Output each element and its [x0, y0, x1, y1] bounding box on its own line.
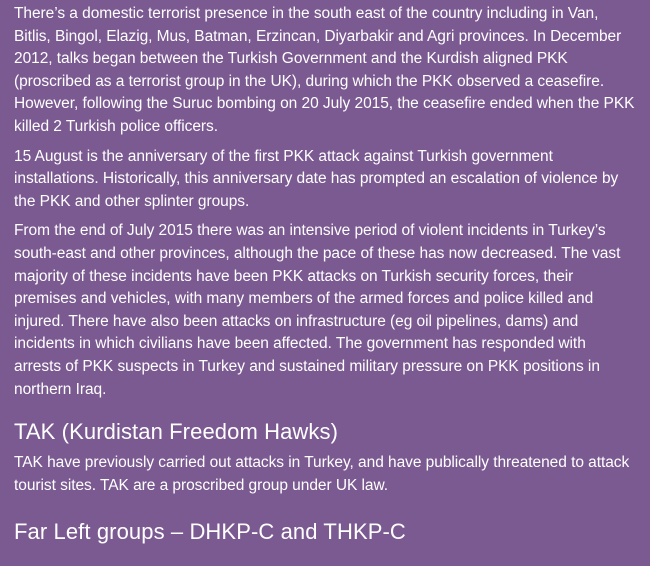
paragraph-pkk-incidents: From the end of July 2015 there was an intensive period of violent incidents in Turkey’s south-east and other provinces, although the pace of these has now decreased. The vast majority of these incidents have been PKK attacks on Turkish security forces, their premises and vehicles, with many members of the armed forces and police killed and injured. There have also been attacks on infrastructure (eg oil pipelines, dams) and incidents in which civilians have been affected. The government has responded with arrests of PKK suspects in Turkey and sustained military pressure on PKK positions in northern Iraq. — [14, 222, 621, 398]
paragraph-pkk-anniversary: 15 August is the anniversary of the first PKK attack against Turkish government installations. Historically, this anniversary date has prompted an escalation of violence by the PKK and other splinter groups. — [14, 147, 619, 210]
paragraph-pkk-presence: There’s a domestic terrorist presence in the south east of the country including in Van, Bitlis, Bingol, Elazig, Mus, Batman, Erzincan, Diyarbakir and Agri provinces. In December 2012, talks began between the Turkish Government and the Kurdish aligned PKK (proscribed as a terrorist group in the UK), during which the PKK observed a ceasefire. However, following the Suruc bombing on 20 July 2015, the ceasefire ended when the PKK killed 2 Turkish police officers. — [14, 5, 635, 135]
paragraph-tak: TAK have previously carried out attacks in Turkey, and have publically threatened to attack tourist sites. TAK are a proscribed group under UK law. — [14, 454, 630, 494]
heading-far-left-groups: Far Left groups – DHKP-C and THKP-C — [14, 519, 406, 545]
heading-tak: TAK (Kurdistan Freedom Hawks) — [14, 419, 339, 445]
